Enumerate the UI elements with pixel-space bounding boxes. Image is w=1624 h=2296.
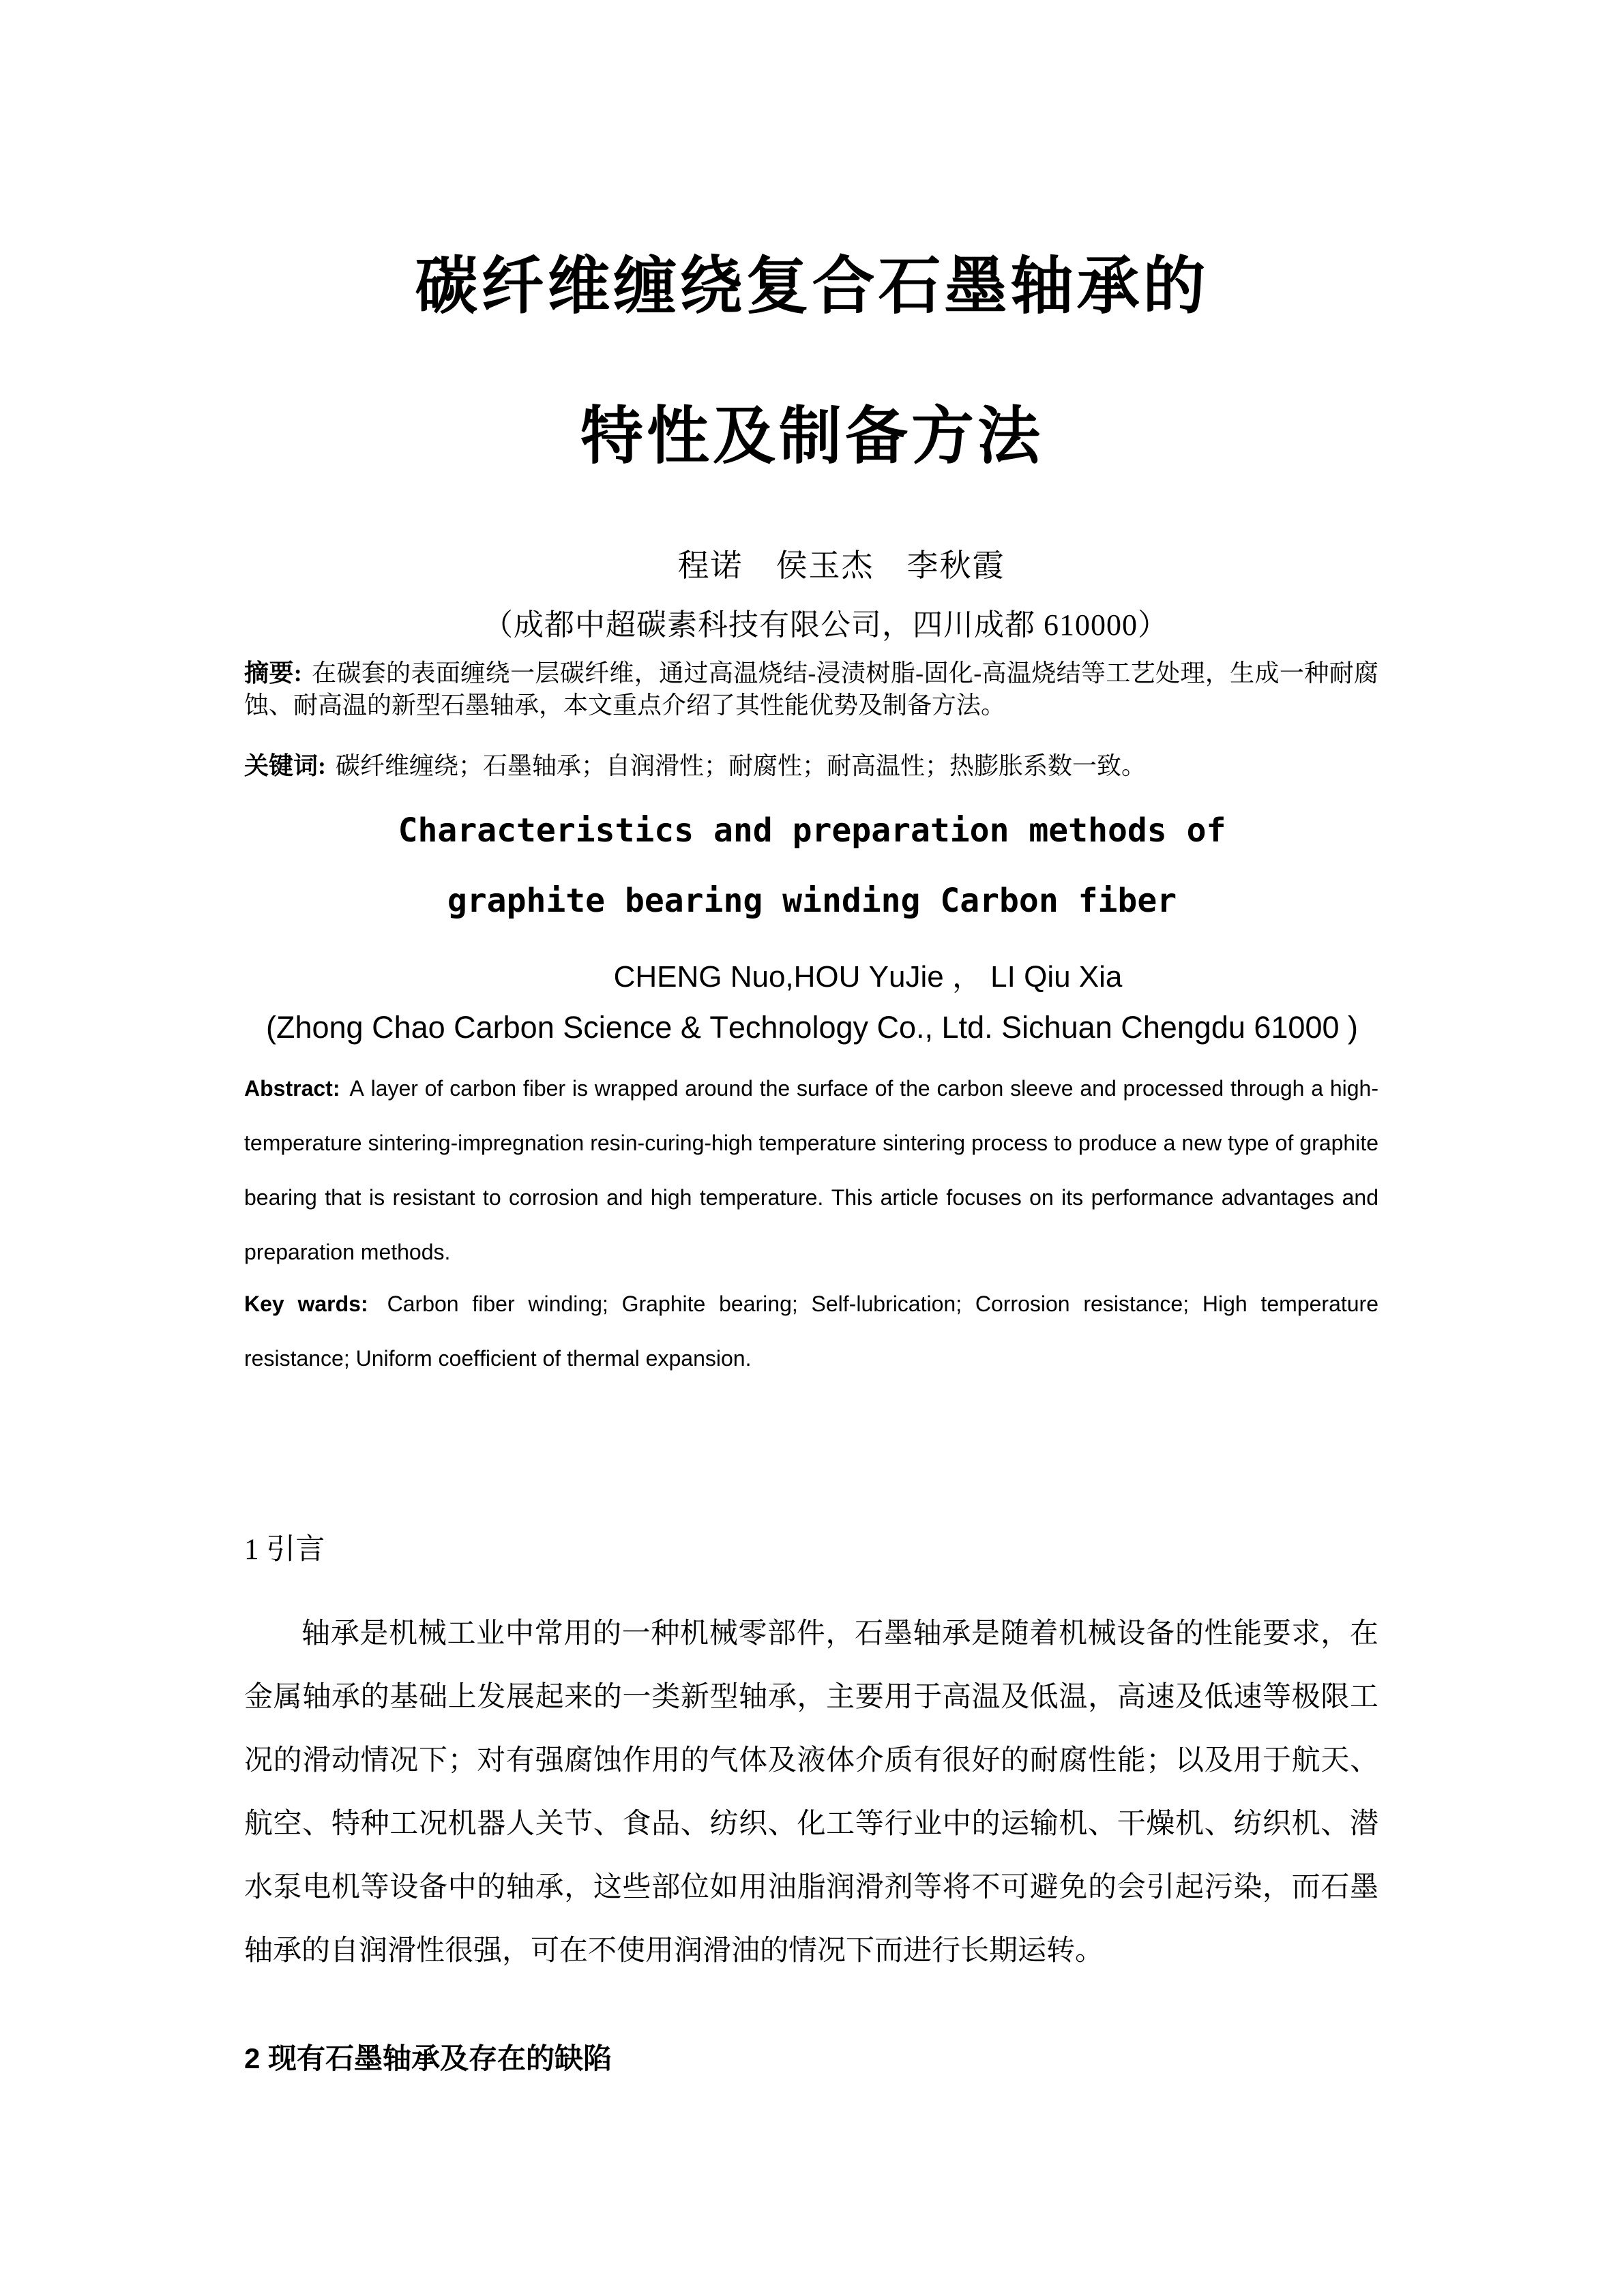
abstract-en-text: A layer of carbon fiber is wrapped around the surface of the carbon sleeve and processed through a high-temperature sintering-impregnation resin-curing-high temperature sintering process to produce a new type of graphite bearing that is resistant to corrosion and high temperature. This article focuses on its performance advantages and preparation methods. xyxy=(244,1076,1378,1264)
title-zh-line1: 碳纤维缠绕复合石墨轴承的 xyxy=(415,252,1209,321)
section-1-heading: 1 引言 xyxy=(244,1534,325,1566)
keywords-zh xyxy=(244,750,1378,782)
keywords-en xyxy=(244,1277,1378,1386)
affiliation-zh: （成都中超碳素科技有限公司，四川成都 610000） xyxy=(483,608,1168,642)
keywords-zh-label: 关键词: xyxy=(244,752,326,779)
section-2-heading: 2 现有石墨轴承及存在的缺陷 xyxy=(244,2042,612,2074)
title-en-line2: graphite bearing winding Carbon fiber xyxy=(447,882,1177,920)
authors-en: CHENG Nuo,HOU YuJie ， LI Qiu Xia xyxy=(613,960,1123,994)
keywords-en-label: Key wards: xyxy=(244,1292,368,1316)
title-zh-line2: 特性及制备方法 xyxy=(580,402,1044,471)
abstract-zh xyxy=(244,657,1378,721)
abstract-zh-label: 摘要: xyxy=(244,659,302,687)
authors-zh: 程诺 侯玉杰 李秋霞 xyxy=(677,548,1005,583)
keywords-zh-text: 碳纤维缠绕；石墨轴承；自润滑性；耐腐性；耐高温性；热膨胀系数一致。 xyxy=(336,752,1147,779)
abstract-en xyxy=(244,1061,1378,1279)
affiliation-en: (Zhong Chao Carbon Science & Technology Co., Ltd. Sichuan Chengdu 61000 ) xyxy=(265,1010,1358,1045)
abstract-zh-text: 在碳套的表面缠绕一层碳纤维，通过高温烧结-浸渍树脂-固化-高温烧结等工艺处理，生成一种耐腐蚀、耐高温的新型石墨轴承，本文重点介绍了其性能优势及制备方法。 xyxy=(244,659,1378,719)
intro-paragraph: 轴承是机械工业中常用的一种机械零部件，石墨轴承是随着机械设备的性能要求，在金属轴承的基础上发展起来的一类新型轴承，主要用于高温及低温，高速及低速等极限工况的滑动情况下；对有强腐蚀作用的气体及液体介质有很好的耐腐性能；以及用于航天、航空、特种工况机器人关节、食品、纺织、化工等行业中的运输机、干燥机、纺织机、潜水泵电机等设备中的轴承，这些部位如用油脂润滑剂等将不可避免的会引起污染，而石墨轴承的自润滑性很强，可在不使用润滑油的情况下而进行长期运转。 xyxy=(244,1618,1378,1967)
title-en-line1: Characteristics and preparation methods of xyxy=(398,811,1226,850)
keywords-en-text: Carbon fiber winding; Graphite bearing; Self-lubrication; Corrosion resistance; High temperature resistance; Uniform coefficient of thermal expansion. xyxy=(244,1292,1379,1371)
abstract-en-label: Abstract: xyxy=(244,1076,340,1101)
